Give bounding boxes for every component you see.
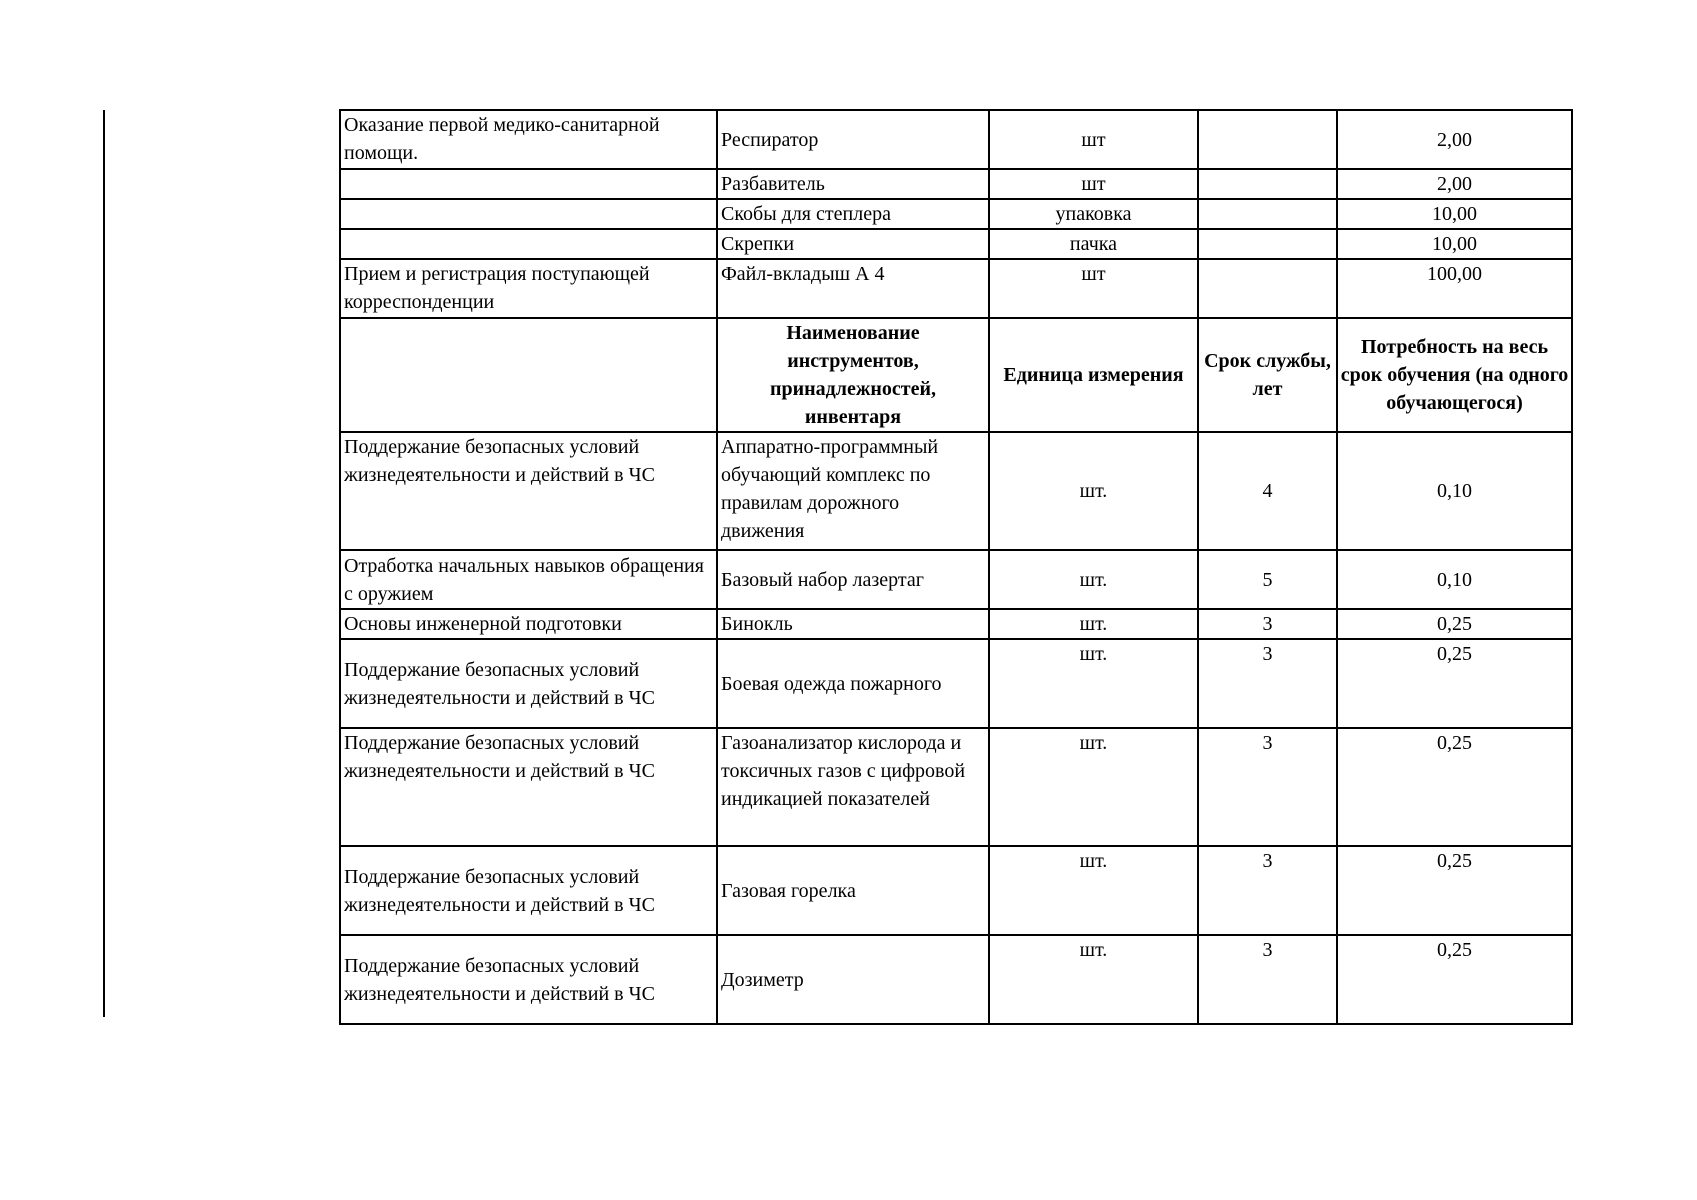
unit-cell: шт. (989, 432, 1198, 550)
need-cell: 0,25 (1337, 609, 1572, 639)
table-row (340, 432, 1572, 550)
service-life-cell (1198, 259, 1337, 318)
area-cell: Прием и регистрация поступающей корреспонденции (340, 259, 717, 318)
table-row (340, 229, 1572, 259)
item-cell: Базовый набор лазертаг (717, 550, 989, 609)
table-row (340, 259, 1572, 318)
table-row (340, 609, 1572, 639)
table-row (340, 728, 1572, 846)
unit-cell: шт. (989, 935, 1198, 1024)
table-row (340, 169, 1572, 199)
table-row (340, 550, 1572, 609)
area-cell: Поддержание безопасных условий жизнедеятельности и действий в ЧС (340, 728, 717, 846)
unit-cell: шт. (989, 846, 1198, 935)
item-cell: Газоанализатор кислорода и токсичных газов с цифровой индикацией показателей (717, 728, 989, 846)
area-cell: Отработка начальных навыков обращения с оружием (340, 550, 717, 609)
service-life-cell: 3 (1198, 609, 1337, 639)
area-cell: Поддержание безопасных условий жизнедеятельности и действий в ЧС (340, 846, 717, 935)
item-cell: Разбавитель (717, 169, 989, 199)
area-cell: Поддержание безопасных условий жизнедеятельности и действий в ЧС (340, 935, 717, 1024)
area-cell (340, 229, 717, 259)
need-cell: 0,25 (1337, 935, 1572, 1024)
unit-cell: шт. (989, 609, 1198, 639)
item-cell: Газовая горелка (717, 846, 989, 935)
item-cell: Скобы для степлера (717, 199, 989, 229)
table-row (340, 935, 1572, 1024)
unit-cell: пачка (989, 229, 1198, 259)
service-life-cell: 4 (1198, 432, 1337, 550)
area-cell (340, 199, 717, 229)
need-cell: 0,25 (1337, 728, 1572, 846)
table-row (340, 639, 1572, 728)
need-cell: 100,00 (1337, 259, 1572, 318)
item-cell: Бинокль (717, 609, 989, 639)
table-row (340, 199, 1572, 229)
item-cell: Аппаратно-программный обучающий комплекс по правилам дорожного движения (717, 432, 989, 550)
service-life-cell: 3 (1198, 935, 1337, 1024)
service-life-cell: 5 (1198, 550, 1337, 609)
need-cell: 2,00 (1337, 169, 1572, 199)
unit-cell: шт. (989, 639, 1198, 728)
item-cell: Файл-вкладыш А 4 (717, 259, 989, 318)
item-cell: Боевая одежда пожарного (717, 639, 989, 728)
unit-cell: шт (989, 110, 1198, 169)
need-cell: 10,00 (1337, 199, 1572, 229)
service-life-cell: 3 (1198, 846, 1337, 935)
unit-cell: шт (989, 259, 1198, 318)
service-life-cell (1198, 169, 1337, 199)
unit-cell: шт. (989, 728, 1198, 846)
table-row (340, 846, 1572, 935)
need-cell: 0,25 (1337, 846, 1572, 935)
need-cell: 0,10 (1337, 550, 1572, 609)
table-row (340, 110, 1572, 169)
need-cell: 10,00 (1337, 229, 1572, 259)
need-cell: 2,00 (1337, 110, 1572, 169)
page-margin-line (103, 110, 105, 1017)
need-cell: 0,25 (1337, 639, 1572, 728)
service-life-cell (1198, 199, 1337, 229)
item-cell: Респиратор (717, 110, 989, 169)
unit-cell: шт (989, 169, 1198, 199)
area-cell: Поддержание безопасных условий жизнедеятельности и действий в ЧС (340, 432, 717, 550)
header-unit-cell: Единица измерения (989, 318, 1198, 432)
area-cell: Оказание первой медико-санитарной помощи. (340, 110, 717, 169)
unit-cell: упаковка (989, 199, 1198, 229)
service-life-cell (1198, 110, 1337, 169)
service-life-cell: 3 (1198, 728, 1337, 846)
equipment-table (339, 109, 1573, 1025)
service-life-cell (1198, 229, 1337, 259)
item-cell: Дозиметр (717, 935, 989, 1024)
item-cell: Скрепки (717, 229, 989, 259)
area-cell: Поддержание безопасных условий жизнедеятельности и действий в ЧС (340, 639, 717, 728)
area-cell: Основы инженерной подготовки (340, 609, 717, 639)
area-cell (340, 169, 717, 199)
header-service-life-cell: Срок службы, лет (1198, 318, 1337, 432)
unit-cell: шт. (989, 550, 1198, 609)
header-item-cell: Наименование инструментов, принадлежностей, инвентаря (717, 318, 989, 432)
header-area-cell (340, 318, 717, 432)
header-need-cell: Потребность на весь срок обучения (на одного обучающегося) (1337, 318, 1572, 432)
table-header-row (340, 318, 1572, 432)
need-cell: 0,10 (1337, 432, 1572, 550)
service-life-cell: 3 (1198, 639, 1337, 728)
